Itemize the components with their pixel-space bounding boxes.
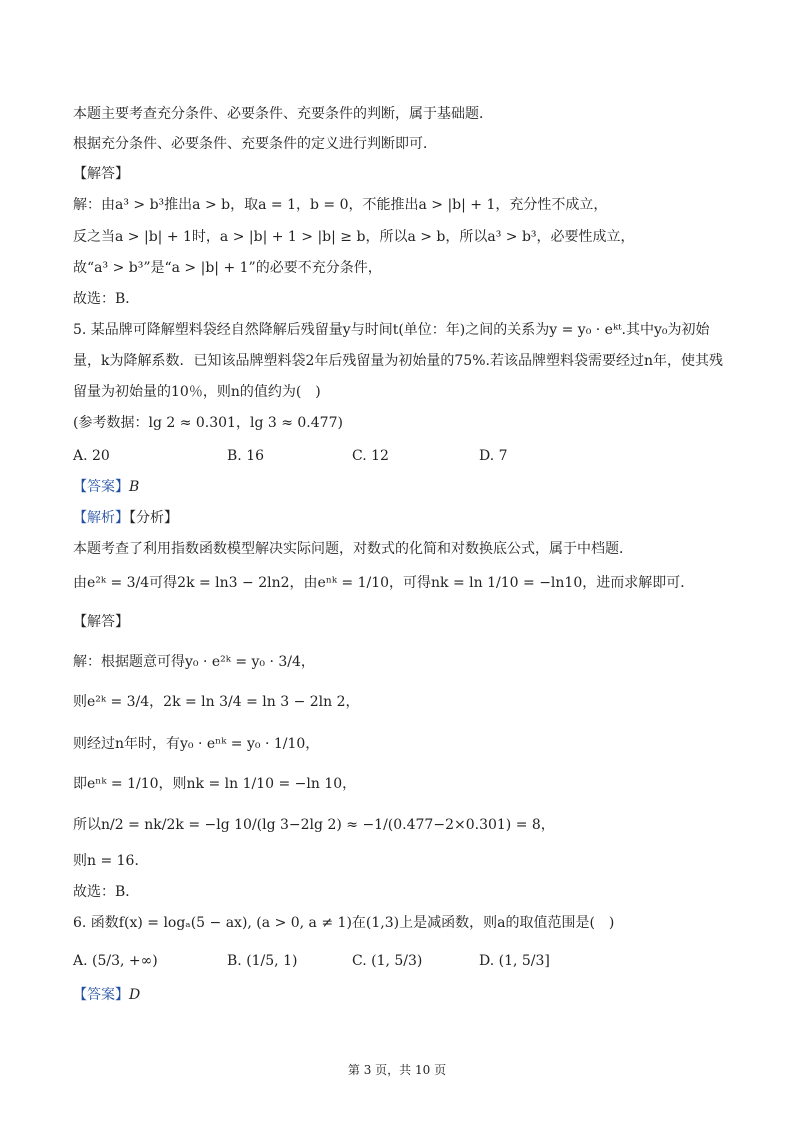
reference-data: (参考数据：lg 2 ≈ 0.301，lg 3 ≈ 0.477) <box>73 415 343 431</box>
answer-value: B <box>129 479 140 495</box>
analysis-tag: 【解析】 <box>73 510 129 526</box>
q5-option-c: C. 12 <box>352 448 389 464</box>
answer-value: D <box>129 987 141 1003</box>
text-line: 则e²ᵏ = 3/4，2k = ln 3/4 = ln 3 − 2ln 2， <box>73 694 360 710</box>
text-line: 则n = 16． <box>73 853 149 869</box>
q5-option-d: D. 7 <box>479 448 508 464</box>
text-line: 解：由a³ > b³推出a > b，取a = 1，b = 0，不能推出a > |b| + 1，充分性不成立， <box>73 197 608 213</box>
q6-answer <box>73 985 140 1005</box>
q5-option-a: A. 20 <box>73 448 110 464</box>
q5-option-b: B. 16 <box>227 448 265 464</box>
section-heading: 【解答】 <box>73 166 129 182</box>
text-line: 本题主要考查充分条件、必要条件、充要条件的判断，属于基础题． <box>73 106 493 122</box>
text-line: 则经过n年时，有y₀ · eⁿᵏ = y₀ · 1/10， <box>73 736 320 752</box>
question-5-stem: 5. 某品牌可降解塑料袋经自然降解后残留量y与时间t(单位：年)之间的关系为y = y₀ · eᵏᵗ.其中y₀为初始 <box>73 322 710 338</box>
text-line: 故“a³ > b³”是“a > |b| + 1”的必要不充分条件， <box>73 260 382 276</box>
text-line: 解：根据题意可得y₀ · e²ᵏ = y₀ · 3/4， <box>73 654 315 670</box>
text-line: 所以n/2 = nk/2k = −lg 10/(lg 3−2lg 2) ≈ −1/(0.477−2×0.301) = 8， <box>73 817 555 833</box>
q6-option-c: C. (1, 5/3) <box>352 953 423 969</box>
answer-tag: 【答案】 <box>73 987 129 1003</box>
page-footer: 第 3 页，共 10 页 <box>347 1063 447 1077</box>
question-5-stem: 量，k为降解系数．已知该品牌塑料袋2年后残留量为初始量的75%.若该品牌塑料袋需要经过n年，使其残 <box>73 353 723 369</box>
question-6-stem: 6. 函数f(x) = logₐ(5 − ax), (a > 0, a ≠ 1)在(1,3)上是减函数，则a的取值范围是( ) <box>73 915 615 931</box>
q5-analysis-heading <box>73 508 178 528</box>
q6-option-b: B. (1/5, 1) <box>227 953 298 969</box>
text-line: 由e²ᵏ = 3/4可得2k = ln3 − 2ln2，由eⁿᵏ = 1/10，可得nk = ln 1/10 = −ln10，进而求解即可． <box>73 575 695 591</box>
text-line: 故选：B． <box>73 884 140 900</box>
analysis-subtag: 【分析】 <box>129 510 178 526</box>
text-line: 根据充分条件、必要条件、充要条件的定义进行判断即可． <box>73 136 437 152</box>
answer-tag: 【答案】 <box>73 479 129 495</box>
q6-option-d: D. (1, 5/3] <box>479 953 550 969</box>
text-line: 故选：B． <box>73 291 140 307</box>
text-line: 本题考查了利用指数函数模型解决实际问题，对数式的化简和对数换底公式，属于中档题． <box>73 541 633 557</box>
q5-answer <box>73 477 139 497</box>
q6-option-a: A. (5/3, +∞) <box>73 953 158 969</box>
question-5-stem: 留量为初始量的10％，则n的值约为( ) <box>73 384 321 400</box>
section-heading: 【解答】 <box>73 614 129 630</box>
text-line: 即eⁿᵏ = 1/10，则nk = ln 1/10 = −ln 10， <box>73 776 357 792</box>
text-line: 反之当a > |b| + 1时，a > |b| + 1 > |b| ≥ b，所以a > b，所以a³ > b³，必要性成立， <box>73 229 635 245</box>
